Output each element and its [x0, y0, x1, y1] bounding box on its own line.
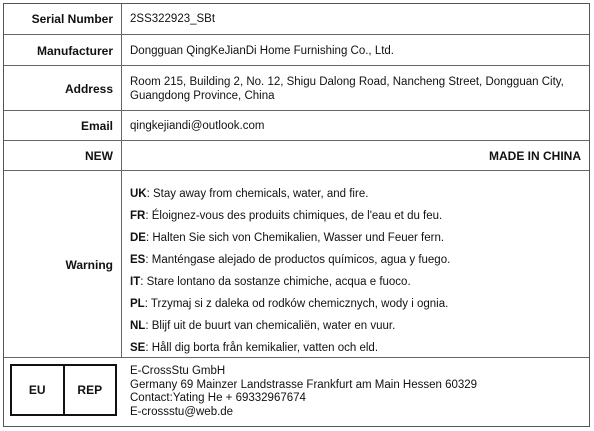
warning-text: : Éloignez-vous des produits chimiques, de l'eau et du feu.	[145, 210, 443, 222]
email-value: qingkejiandi@outlook.com	[130, 120, 265, 132]
warning-item-de	[130, 227, 583, 249]
product-label-table	[3, 3, 590, 427]
warning-row	[4, 170, 589, 358]
address-value: Room 215, Building 2, No. 12, Shigu Dalong Road, Nancheng Street, Dongguan City, Guangdong Province, China	[130, 75, 564, 102]
address-label: Address	[4, 66, 122, 111]
eu-rep-email: E-crossstu@web.de	[130, 405, 234, 418]
eu-rep-row	[4, 357, 589, 427]
serial-number-label: Serial Number	[4, 4, 122, 34]
warning-text: : Manténgase alejado de productos químicos, agua y fuego.	[145, 254, 451, 266]
warning-text: : Trzymaj si z daleka od rodków chemicznych, wody i ognia.	[144, 298, 449, 310]
lang-code: UK	[130, 188, 147, 200]
warning-item-it	[130, 271, 583, 293]
warning-text: : Halten Sie sich von Chemikalien, Wasser und Feuer fern.	[145, 232, 445, 244]
lang-code: PL	[130, 298, 145, 310]
eu-rep-contact: Contact:Yating He + 69332967674	[130, 392, 306, 404]
serial-number-value: 2SS322923_SBt	[130, 13, 216, 25]
made-in-china-value: MADE IN CHINA	[489, 149, 581, 163]
new-label: NEW	[4, 141, 122, 171]
address-row	[4, 65, 589, 111]
eu-box-label: EU	[12, 366, 65, 414]
email-label: Email	[4, 111, 122, 141]
warning-list	[130, 183, 583, 359]
eu-rep-symbol	[10, 364, 117, 416]
manufacturer-label: Manufacturer	[4, 35, 122, 66]
rep-box-label: REP	[77, 383, 103, 397]
warning-item-es	[130, 249, 583, 271]
warning-text: : Blijf uit de buurt van chemicaliën, water en vuur.	[145, 320, 396, 332]
lang-code: FR	[130, 210, 146, 222]
lang-code: NL	[130, 320, 146, 332]
lang-code: ES	[130, 254, 146, 266]
manufacturer-value: Dongguan QingKeJianDi Home Furnishing Co., Ltd.	[130, 44, 395, 57]
warning-item-pl	[130, 293, 583, 315]
eu-rep-details	[130, 365, 477, 419]
lang-code: SE	[130, 342, 146, 354]
warning-item-uk	[130, 183, 583, 205]
warning-item-se	[130, 337, 583, 359]
lang-code: DE	[130, 232, 146, 244]
warning-text: : Stare lontano da sostanze chimiche, acqua e fuoco.	[140, 276, 411, 288]
warning-item-nl	[130, 315, 583, 337]
manufacturer-row	[4, 34, 589, 66]
eu-rep-company: E-CrossStu GmbH	[130, 365, 226, 377]
warning-item-fr	[130, 205, 583, 227]
warning-text: : Håll dig borta från kemikalier, vatten och eld.	[145, 342, 379, 354]
email-row	[4, 110, 589, 141]
origin-row	[4, 140, 589, 171]
eu-rep-address: Germany 69 Mainzer Landstrasse Frankfurt am Main Hessen 60329	[130, 378, 478, 391]
warning-label: Warning	[4, 171, 122, 358]
warning-text: : Stay away from chemicals, water, and fire.	[146, 188, 369, 200]
lang-code: IT	[130, 276, 141, 288]
serial-number-row	[4, 4, 589, 34]
